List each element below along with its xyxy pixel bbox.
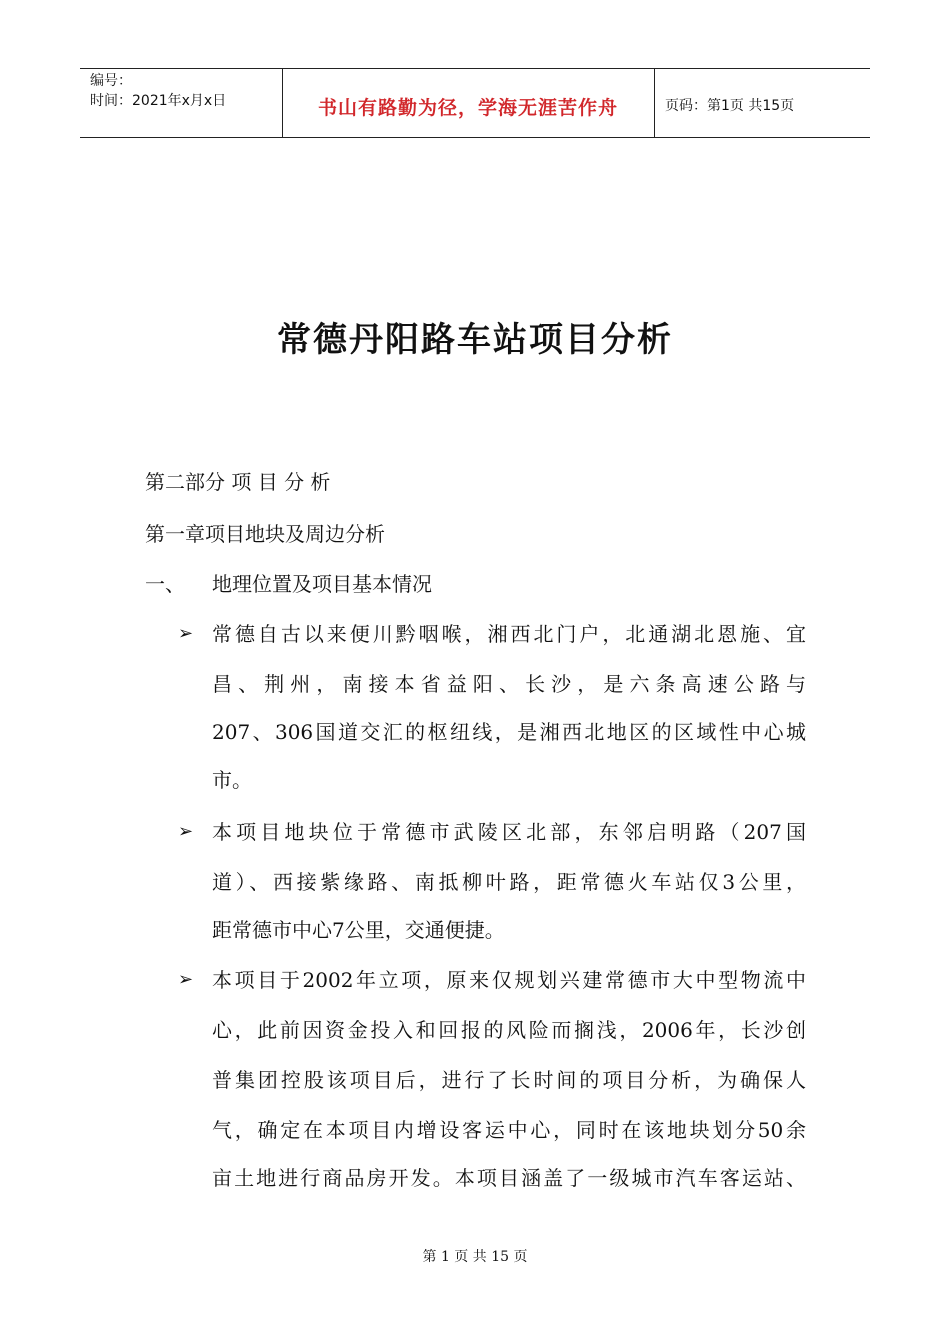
section-number: 一、 xyxy=(145,572,185,596)
paragraph-line: 亩土地进行商品房开发。本项目涵盖了一级城市汽车客运站、 xyxy=(212,1166,806,1190)
paragraph-line: 普集团控股该项目后，进行了长时间的项目分析，为确保人 xyxy=(212,1068,806,1092)
bullet-arrow-icon: ➢ xyxy=(178,821,194,842)
part-heading: 第二部分 项 目 分 析 xyxy=(145,470,331,494)
paragraph-line: 市。 xyxy=(212,768,252,792)
bullet-arrow-icon: ➢ xyxy=(178,969,194,990)
chapter-heading: 第一章项目地块及周边分析 xyxy=(145,522,385,546)
paragraph-line: 本项目地块位于常德市武陵区北部，东邻启明路（207国 xyxy=(212,820,806,844)
header-middle-cell xyxy=(282,69,655,137)
bullet-arrow-icon: ➢ xyxy=(178,623,194,644)
paragraph-line: 心，此前因资金投入和回报的风险而搁浅，2006年，长沙创 xyxy=(212,1018,806,1042)
page-footer: 第 1 页 共 15 页 xyxy=(422,1249,528,1265)
header-right-cell xyxy=(655,69,870,137)
paragraph-line: 207、306国道交汇的枢纽线，是湘西北地区的区域性中心城 xyxy=(212,720,806,744)
page-info: 页码：第1页 共15页 xyxy=(665,98,795,114)
document-title: 常德丹阳路车站项目分析 xyxy=(277,320,673,360)
paragraph-line: 气，确定在本项目内增设客运中心，同时在该地块划分50余 xyxy=(212,1118,806,1142)
section-heading: 地理位置及项目基本情况 xyxy=(212,572,432,596)
paragraph-line: 昌、荆州，南接本省益阳、长沙，是六条高速公路与 xyxy=(212,672,806,696)
header-table xyxy=(80,68,870,138)
document-number-label: 编号： xyxy=(90,73,132,89)
paragraph-line: 距常德市中心7公里，交通便捷。 xyxy=(212,918,505,942)
header-left-cell xyxy=(80,69,283,137)
paragraph-line: 道）、西接紫缘路、南抵柳叶路，距常德火车站仅3公里， xyxy=(212,870,806,894)
paragraph-line: 本项目于2002年立项，原来仅规划兴建常德市大中型物流中 xyxy=(212,968,806,992)
document-date-label: 时间：2021年x月x日 xyxy=(90,93,227,109)
paragraph-line: 常德自古以来便川黔咽喉，湘西北门户，北通湖北恩施、宜 xyxy=(212,622,806,646)
motto-text: 书山有路勤为径，学海无涯苦作舟 xyxy=(317,97,618,119)
